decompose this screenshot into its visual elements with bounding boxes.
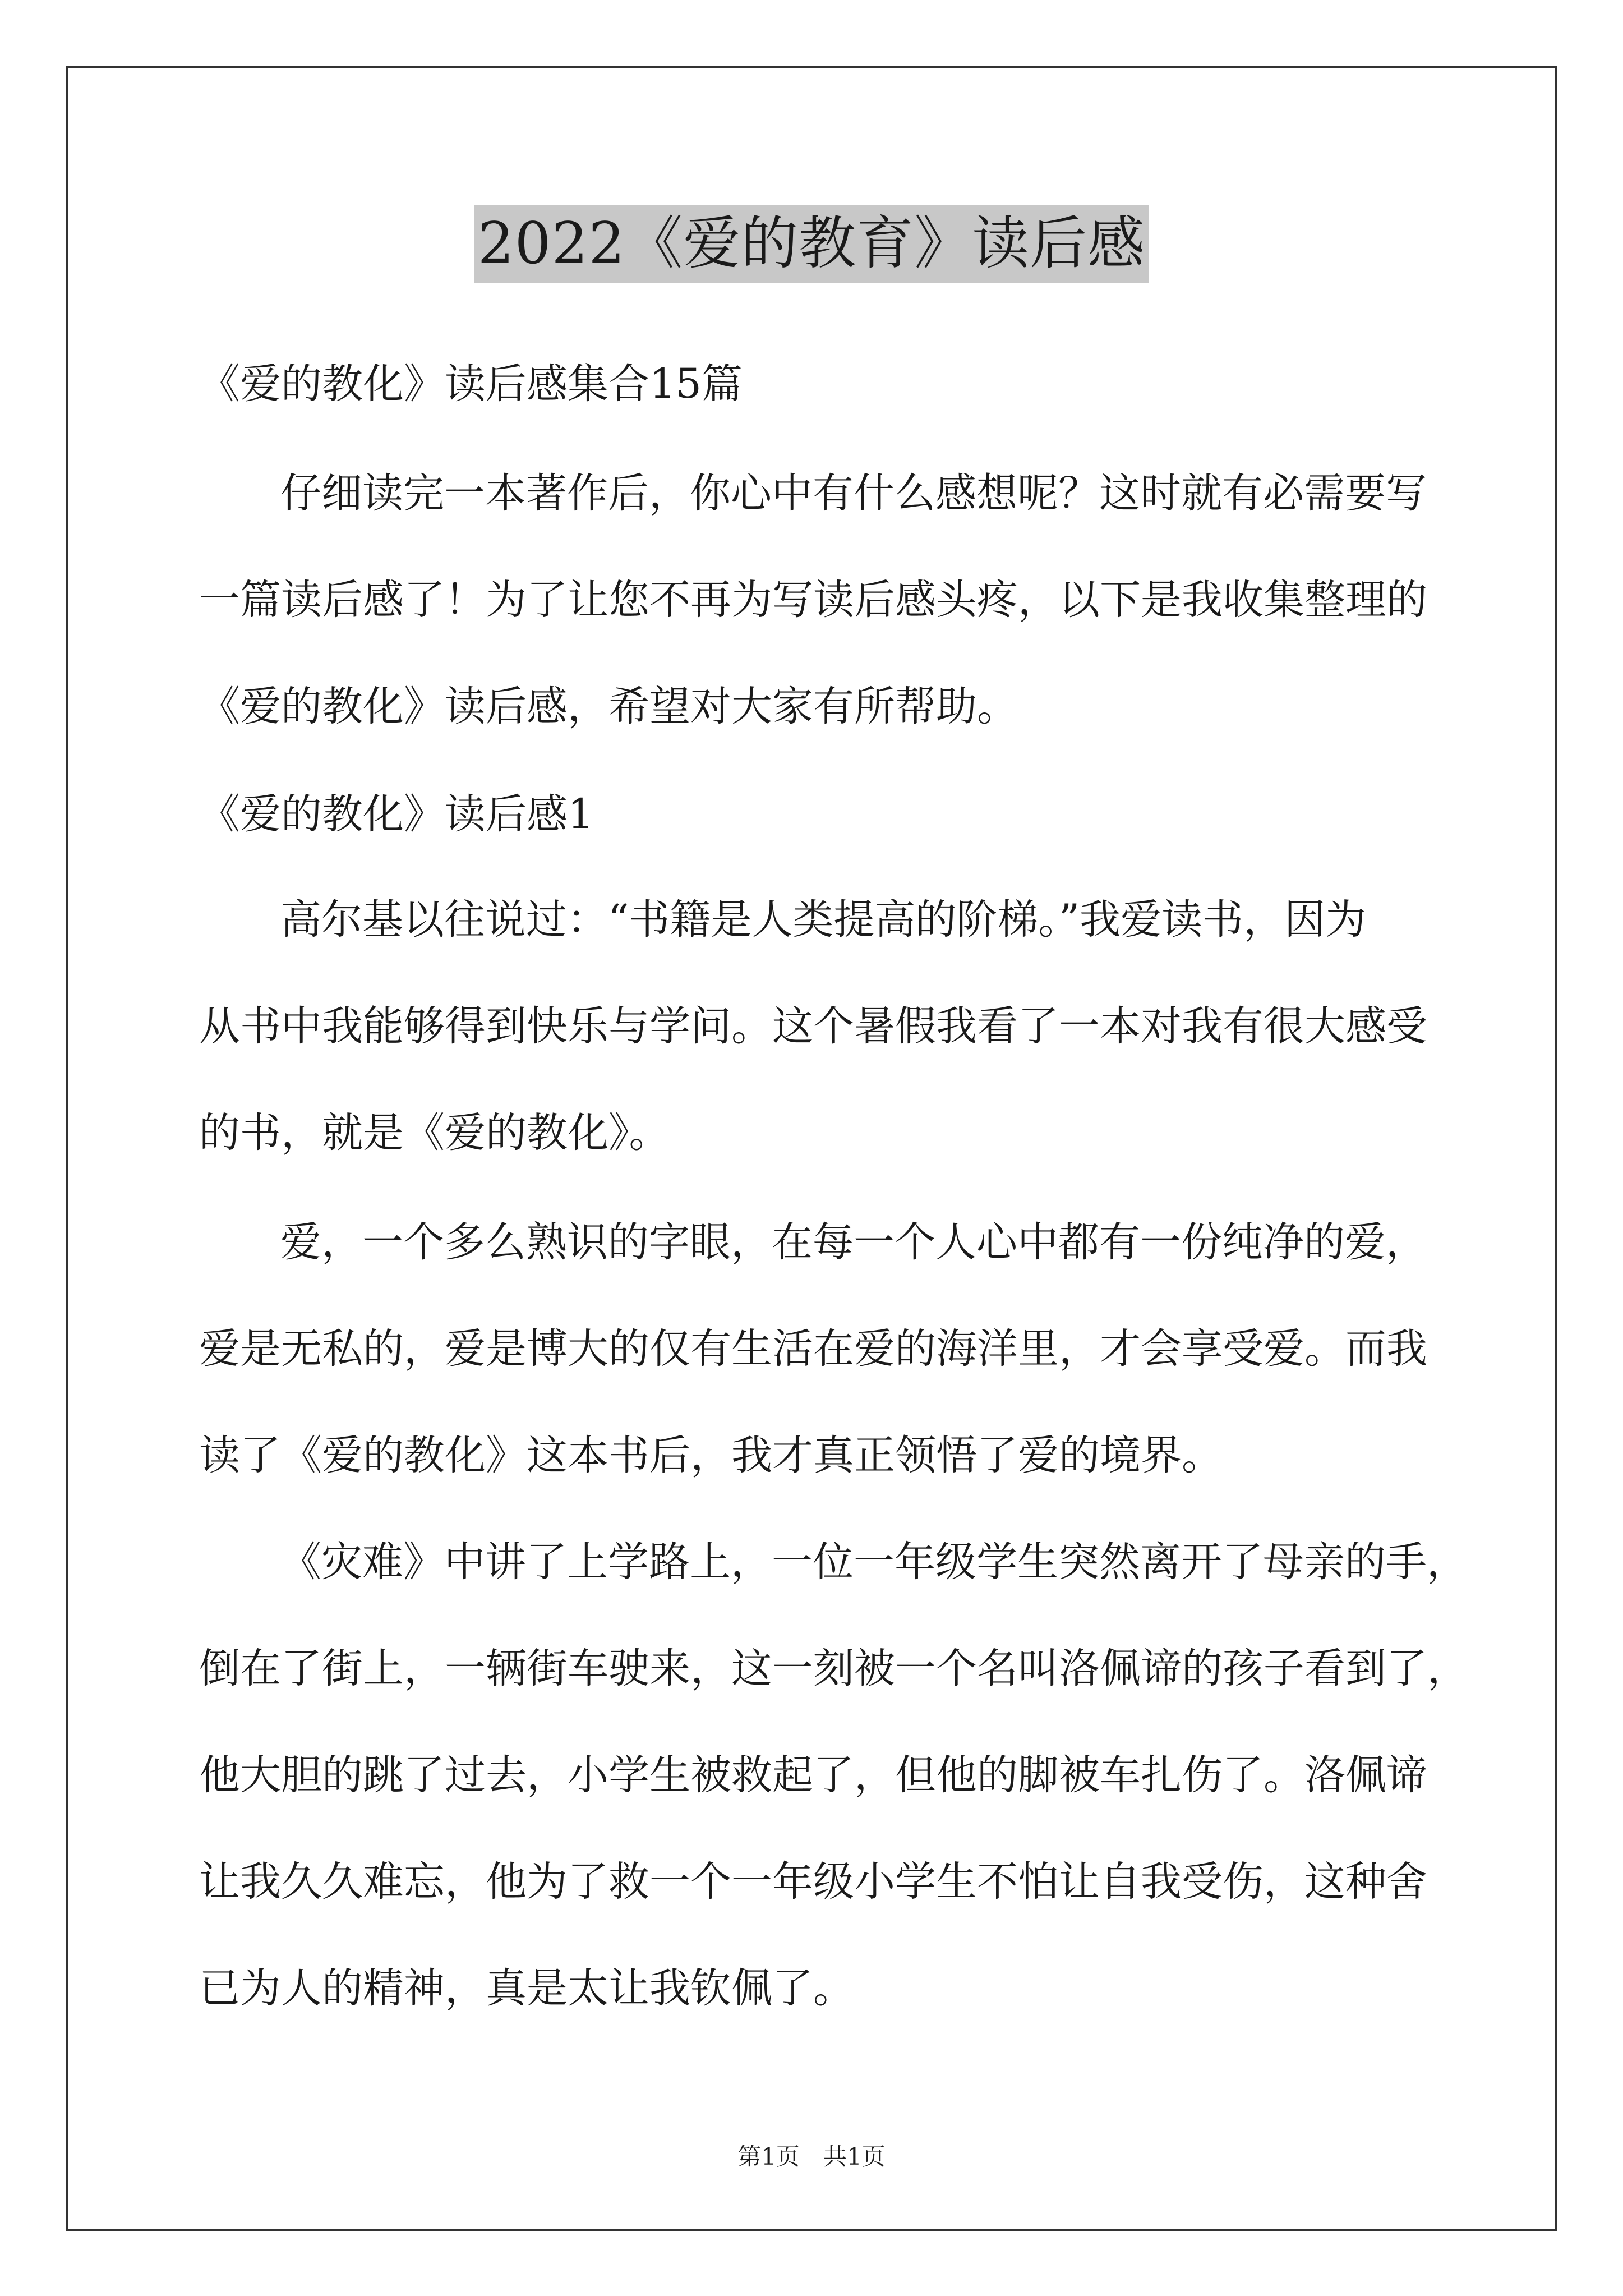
para1-line-1: 高尔基以往说过：“书籍是人类提高的阶梯。”我爱读书，因为 (280, 896, 1367, 944)
para3-line-1: 《灾难》中讲了上学路上，一位一年级学生突然离开了母亲的手， (280, 1538, 1468, 1586)
para3-line-4: 让我久久难忘，他为了救一个一年级小学生不怕让自我受伤，这种舍 (199, 1858, 1427, 1906)
para1-line-2: 从书中我能够得到快乐与学问。这个暑假我看了一本对我有很大感受 (199, 1002, 1427, 1050)
document-subtitle: 《爱的教化》读后感集合15篇 (199, 360, 743, 408)
para2-line-1: 爱，一个多么熟识的字眼，在每一个人心中都有一份纯净的爱， (280, 1218, 1427, 1266)
intro-line-3: 《爱的教化》读后感，希望对大家有所帮助。 (199, 683, 1018, 730)
section-heading: 《爱的教化》读后感1 (199, 790, 594, 838)
para3-line-2: 倒在了街上，一辆街车驶来，这一刻被一个名叫洛佩谛的孩子看到了， (199, 1645, 1468, 1692)
para2-line-3: 读了《爱的教化》这本书后，我才真正领悟了爱的境界。 (199, 1432, 1223, 1479)
para2-line-2: 爱是无私的，爱是博大的仅有生活在爱的海洋里，才会享受爱。而我 (199, 1325, 1427, 1373)
para3-line-5: 已为人的精神，真是太让我钦佩了。 (199, 1964, 854, 2012)
intro-line-1: 仔细读完一本著作后，你心中有什么感想呢？这时就有必需要写 (280, 470, 1427, 517)
para1-line-3: 的书，就是《爱的教化》。 (199, 1109, 670, 1157)
intro-line-2: 一篇读后感了！为了让您不再为写读后感头疼，以下是我收集整理的 (199, 576, 1427, 624)
document-title: 2022《爱的教育》读后感 (474, 205, 1149, 283)
page-footer: 第1页 共1页 (737, 2143, 886, 2170)
para3-line-3: 他大胆的跳了过去，小学生被救起了，但他的脚被车扎伤了。洛佩谛 (199, 1751, 1427, 1799)
